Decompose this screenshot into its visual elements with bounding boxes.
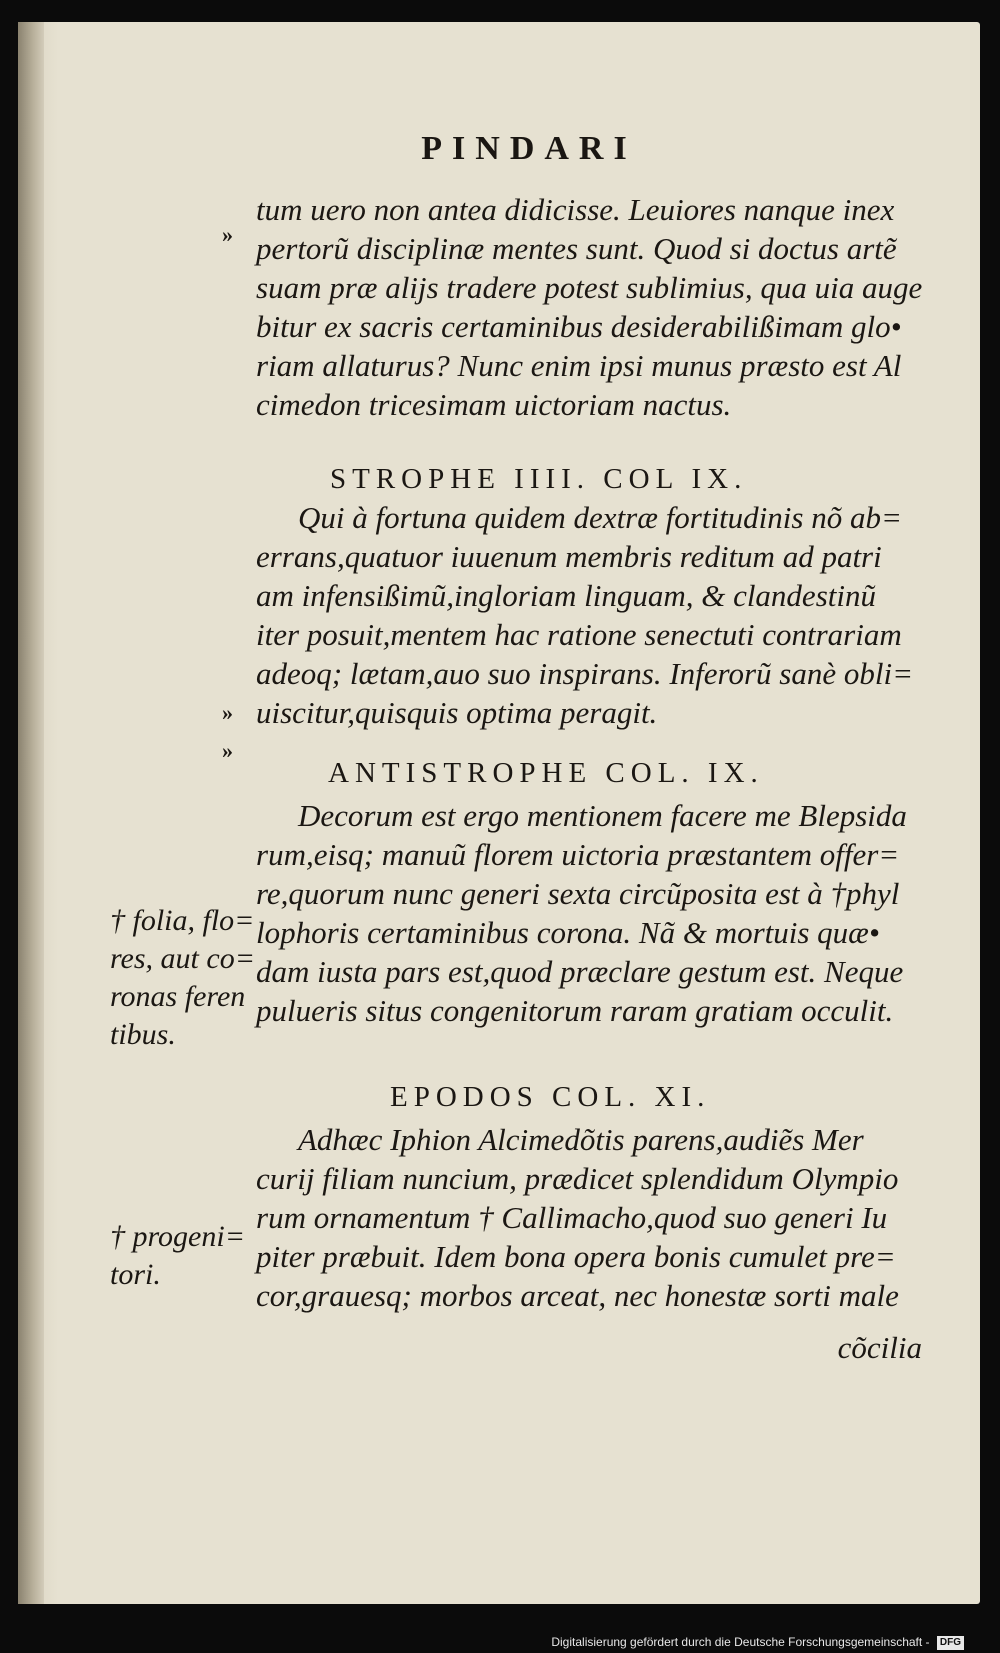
marginal-mark: » — [222, 222, 233, 247]
section-heading-epodos: EPODOS COL. XI. — [390, 1081, 711, 1113]
text-line: uiscitur,quisquis optima peragit. — [256, 695, 658, 730]
text-line: pertorũ disciplinæ mentes sunt. Quod si doctus artẽ — [256, 231, 897, 266]
text-block-3 — [256, 800, 966, 1034]
catchword: cõcilia — [837, 1330, 922, 1365]
text-line: Adhæc Iphion Alcimedõtis parens,audiẽs Mer — [298, 1122, 864, 1157]
text-line: rum ornamentum † Callimacho,quod suo generi Iu — [256, 1200, 888, 1235]
text-line: cimedon tricesimam uictoriam nactus. — [256, 387, 732, 422]
book-page — [18, 22, 980, 1604]
margin-note: † folia, flo= res, aut co= ronas feren tibus. — [110, 904, 255, 1051]
text-block-4 — [256, 1124, 966, 1319]
text-line: bitur ex sacris certaminibus desiderabilißimam glo• — [256, 309, 902, 344]
text-line: piter præbuit. Idem bona opera bonis cumulet pre= — [256, 1239, 896, 1274]
text-line: Decorum est ergo mentionem facere me Blepsida — [298, 798, 907, 833]
text-line: errans,quatuor iuuenum membris reditum ad patri — [256, 539, 882, 574]
text-line: curij filiam nuncium, prædicet splendidum Olympio — [256, 1161, 899, 1196]
text-line: dam iusta pars est,quod præclare gestum est. Neque — [256, 954, 904, 989]
text-line: pulueris situs congenitorum raram gratiam occulit. — [256, 993, 894, 1028]
text-line: rum,eisq; manuũ florem uictoria præstantem offer= — [256, 837, 900, 872]
text-line: lophoris certaminibus corona. Nã & mortuis quæ• — [256, 915, 880, 950]
running-head: PINDARI — [421, 130, 637, 167]
text-line: iter posuit,mentem hac ratione senectuti contrariam — [256, 617, 902, 652]
dfg-logo: DFG — [937, 1636, 964, 1650]
text-line: Qui à fortuna quidem dextræ fortitudinis nõ ab= — [298, 500, 902, 535]
text-line: am infensißimũ,ingloriam linguam, & clandestinũ — [256, 578, 876, 613]
text-block-2 — [256, 502, 966, 736]
text-line: re,quorum nunc generi sexta circũposita est à †phyl — [256, 876, 900, 911]
text-line: tum uero non antea didicisse. Leuiores nanque inex — [256, 192, 895, 227]
marginal-mark: » — [222, 700, 233, 725]
text-line: riam allaturus? Nunc enim ipsi munus præsto est Al — [256, 348, 902, 383]
text-line: adeoq; lætam,auo suo inspirans. Inferorũ sanè obli= — [256, 656, 913, 691]
margin-note: † progeni= tori. — [110, 1220, 245, 1291]
text-block-1 — [256, 194, 966, 428]
text-line: suam præ alijs tradere potest sublimius, qua uia auge — [256, 270, 923, 305]
section-heading-strophe: STROPHE IIII. COL IX. — [330, 463, 748, 495]
page-gutter — [18, 22, 44, 1604]
marginal-mark: » — [222, 738, 233, 763]
text-line: cor,grauesq; morbos arceat, nec honestæ sorti male — [256, 1278, 899, 1313]
footer-credit: Digitalisierung gefördert durch die Deutsche Forschungsgemeinschaft - — [551, 1635, 930, 1649]
footer-bar — [0, 1631, 1000, 1653]
section-heading-antistrophe: ANTISTROPHE COL. IX. — [328, 757, 764, 789]
